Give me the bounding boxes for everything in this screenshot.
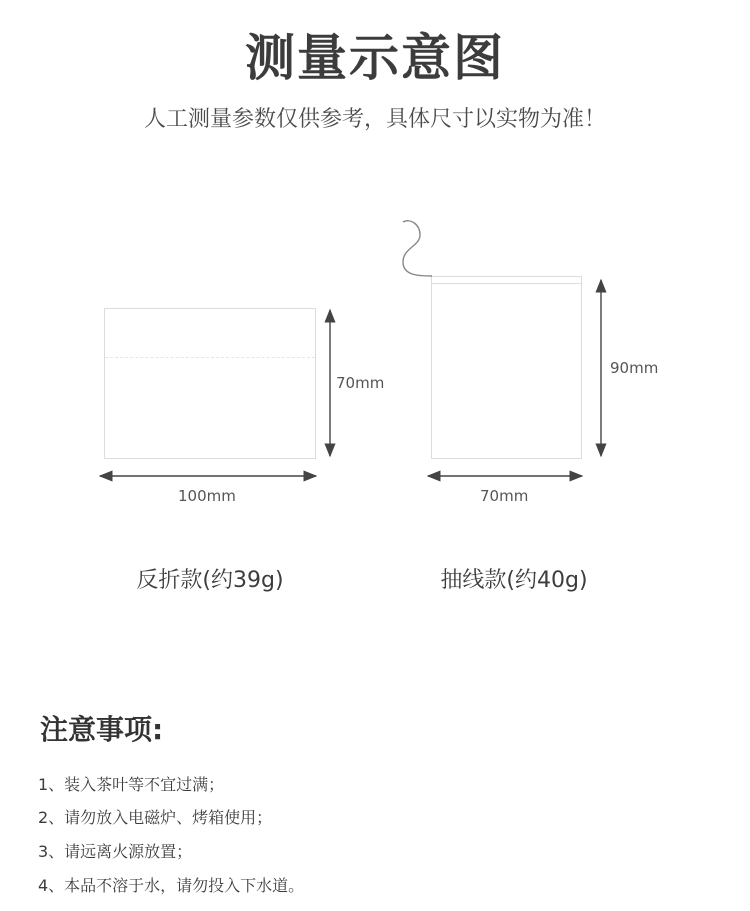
fold-bag-width-label: 100mm bbox=[178, 487, 236, 505]
page-subtitle: 人工测量参数仅供参考，具体尺寸以实物为准！ bbox=[143, 107, 606, 132]
fold-bag-height-label: 70mm bbox=[336, 374, 385, 392]
note-item: 1、装入茶叶等不宜过满； bbox=[38, 775, 225, 794]
notes-title: 注意事项: bbox=[40, 713, 164, 746]
note-item: 2、请勿放入电磁炉、烤箱使用； bbox=[38, 808, 273, 827]
drawstring-bag-name: 抽线款(约40g) bbox=[440, 568, 588, 593]
page-title: 测量示意图 bbox=[245, 29, 505, 87]
drawstring-bag-height-label: 90mm bbox=[610, 359, 659, 377]
note-item: 4、本品不溶于水，请勿投入下水道。 bbox=[38, 876, 305, 895]
drawstring-bag-width-label: 70mm bbox=[480, 487, 529, 505]
note-item: 3、请远离火源放置； bbox=[38, 842, 193, 861]
drawstring-hook bbox=[403, 221, 432, 276]
fold-bag-name: 反折款(约39g) bbox=[136, 568, 284, 593]
